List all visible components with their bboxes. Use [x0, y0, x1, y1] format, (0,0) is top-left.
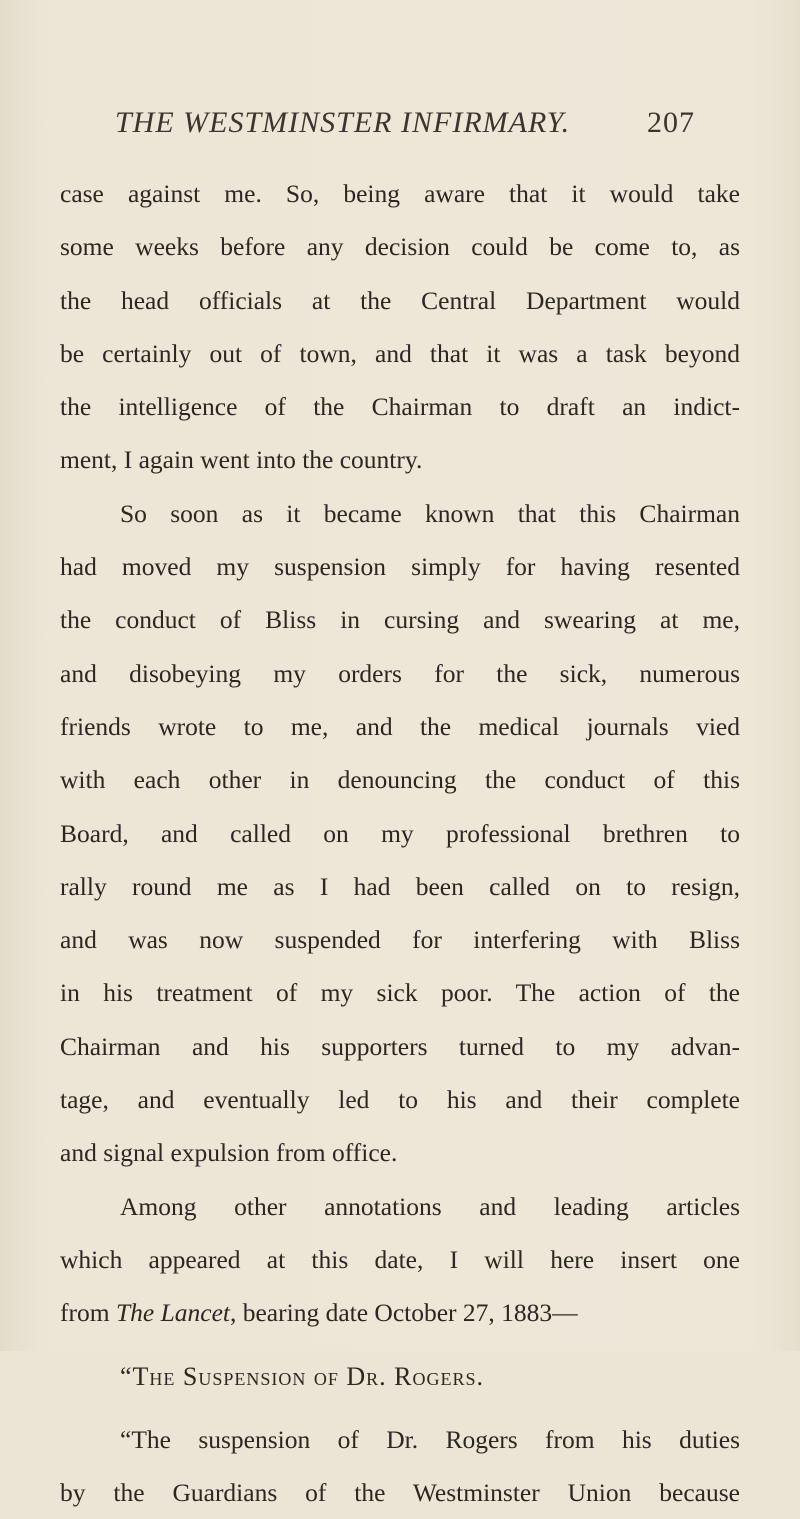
lancet-line-before: from: [60, 1298, 116, 1328]
running-header: [115, 106, 695, 146]
text-line: in his treatment of my sick poor. The action of the: [60, 978, 740, 1008]
text-line: rally round me as I had been called on to resign,: [60, 871, 740, 901]
text-line: be certainly out of town, and that it was a task beyond: [60, 338, 740, 368]
text-line: with each other in denouncing the conduct of this: [60, 765, 740, 795]
text-line: and disobeying my orders for the sick, numerous: [60, 658, 740, 688]
body-text: [60, 167, 740, 1519]
text-line: some weeks before any decision could be come to, as: [60, 232, 740, 262]
text-line: Board, and called on my professional brethren to: [60, 818, 740, 848]
section-heading: “The Suspension of Dr. Rogers.: [120, 1361, 485, 1391]
journal-title: The Lancet: [115, 1298, 230, 1328]
lancet-line-after: , bearing date October 27, 1883—: [229, 1298, 578, 1328]
running-title: THE WESTMINSTER INFIRMARY.: [115, 106, 571, 139]
text-line: the conduct of Bliss in cursing and swearing at me,: [60, 605, 740, 635]
page-number: 207: [647, 106, 695, 139]
text-line: Among other annotations and leading articles: [120, 1191, 740, 1221]
text-line: which appeared at this date, I will here insert one: [60, 1244, 740, 1274]
text-line: So soon as it became known that this Chairman: [120, 498, 740, 528]
quote-line: by the Guardians of the Westminster Union because: [60, 1478, 740, 1508]
lancet-line: [60, 1286, 740, 1339]
text-line: and signal expulsion from office.: [60, 1138, 398, 1168]
quote-line: “The suspension of Dr. Rogers from his duties: [120, 1424, 740, 1454]
text-line: case against me. So, being aware that it would take: [60, 179, 740, 208]
text-line: friends wrote to me, and the medical journals vied: [60, 711, 740, 741]
text-line: the intelligence of the Chairman to draft an indict-: [60, 392, 740, 422]
text-line: had moved my suspension simply for having resented: [60, 552, 740, 582]
text-line: ment, I again went into the country.: [60, 445, 423, 475]
text-line: Chairman and his supporters turned to my advan-: [60, 1031, 740, 1061]
text-line: the head officials at the Central Department would: [60, 285, 740, 315]
text-line: and was now suspended for interfering with Bliss: [60, 925, 740, 955]
text-line: tage, and eventually led to his and their complete: [60, 1085, 740, 1115]
